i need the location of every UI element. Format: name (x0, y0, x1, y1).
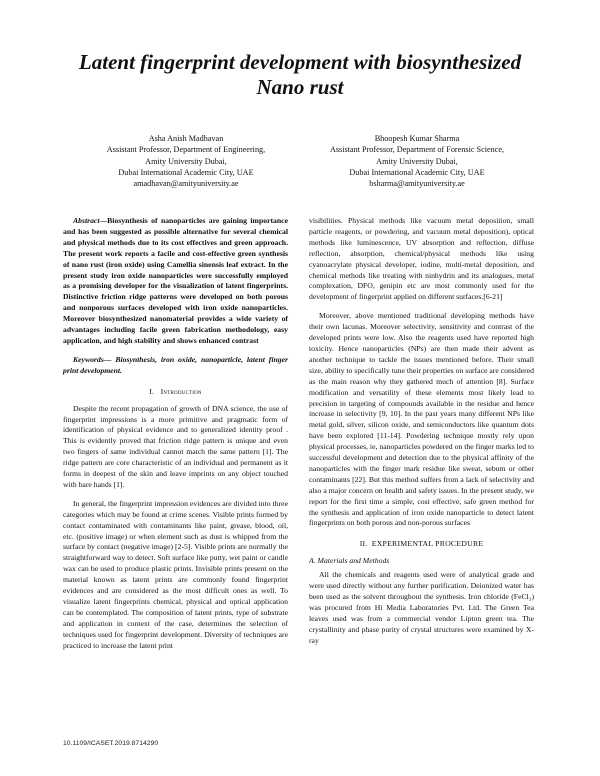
section-heading-introduction (63, 387, 288, 398)
abstract-text: —Biosynthesis of nanoparticles are gaining importance and has been suggested as possible alternative for several chemical and physical methods due to its cost effectives and green approach. The present work reports a facile and cost-effective green synthesis of nano rust (iron oxide) using Camellia sinensis leaf extract. In the present study iron oxide nanoparticles were successfully employed as a promising developer for the visualization of latent fingerprints. Distinctive friction ridge patterns were developed on both porous and nonporous surfaces developed with iron oxide nanoparticles. Moreover biosynthesized nanomaterial provides a wide variety of advantages including facile green fabrication methodology, easy application, and high stability and shows enhanced contrast (63, 216, 288, 345)
body-paragraph: visibilities. Physical methods like vacuum metal deposition, small particle reagents, or powdering, and vacuum metal deposition), optical methods like luminescence, UV absorption and reflection, diffuse reflection, absorption, chemical/physical methods like using cyanoacrylate physical developer, iodine, multi-metal deposition, and chemical methods like treating with ninhydrin and its analogues, metal complexation, DFO, genipin etc are most commonly used for the development of fingerprint applied on different surfaces.[6-21] (309, 216, 534, 302)
section-title: EXPERIMENTAL PROCEDURE (371, 539, 484, 549)
author-name: Bhoopesh Kumar Sharma (374, 134, 460, 143)
keywords-label: Keywords (73, 354, 104, 364)
author-position: Assistant Professor, Department of Forensic Science, (329, 145, 505, 155)
author-block-2 (302, 133, 532, 189)
subsection-heading: A. Materials and Methods (309, 556, 390, 566)
author-address: Dubai International Academic City, UAE (118, 167, 254, 177)
section-number: II. (359, 539, 368, 549)
abstract (63, 216, 288, 347)
keywords (63, 355, 288, 377)
section-heading-experimental (309, 539, 534, 550)
author-organization: Amity University Dubai, (376, 156, 458, 166)
paper-title-line-1: Latent fingerprint development with biosynthesized (78, 50, 522, 74)
author-name: Asha Anish Madhavan (148, 134, 224, 143)
section-title: Introduction (160, 386, 202, 396)
author-email: amadhavan@amityuniversity.ae (133, 179, 239, 189)
doi-footer: 10.1109/ICASET.2019.8714290 (63, 740, 159, 747)
section-number: I. (149, 386, 155, 396)
paper-title (40, 50, 560, 100)
body-paragraph: Despite the recent propagation of growth of DNA science, the use of fingerprint impressions is a more primitive and pragmatic form of identification of physical evidence and to generalized identity proof . This is evidently proved that friction ridge pattern is unique and even two fingers of same individual cannot match the same pattern [1]. The ridge pattern are core characteristic of an individual and permanent as it forms in deepest of the skin and leave imprints on any object touched with bare hands [1]. (63, 403, 288, 489)
abstract-label: Abstract (73, 216, 100, 225)
author-organization: Amity University Dubai, (145, 156, 227, 166)
paper-title-line-2: Nano rust (256, 75, 344, 99)
author-block-1 (71, 133, 301, 189)
left-column (63, 216, 288, 652)
author-email: bsharma@amityuniversity.ae (369, 179, 465, 189)
body-paragraph: In general, the fingerprint impression evidences are divided into three categories which may be found at crime scenes. Visible prints formed by contact contaminated with contaminants like paint, grease, blood, oil, etc. (positive image) or when element such as dust is whipped from the surface by contact (negative image) [2-5]. Visible prints are normally the straightforward way to detect. Soft surface like putty, wet paint or candle wax can be used to produce plastic prints. Invisible prints present on the material known as latent prints are commonly found fingerprint evidences and are considered as the most difficult ones as well. To visualize latent fingerprints chemical, physical and optical application can be contemplated. The composition of latent prints, type of substrate and application in context of the case, determines the selection of techniques used for fingerprint development. Diversity of techniques are practiced to increase the latent print (63, 498, 288, 650)
body-paragraph: Moreover, above mentioned traditional developing methods have their own lacunas. Moreover selectivity, sensitivity and contrast of the developed prints were low. Also the reagents used have reported high toxicity. Hence nanoparticles (NPs) are then made their advent as another technique to tackle the issues mentioned before. Their small size, ability to specifically tune their properties on surface are considered as the main reason why they gathered much of attention [8]. Surface modification and versatility of these elements most likely lead to precision in targeting of compounds available in the residue and hence increase in selectivity [9, 10]. In the past years many different NPs like metal gold, silver, silicon oxide, and semiconductors like quantum dots have been explored [11-14]. Powdering technique mostly rely upon physical processes, ie, nanoparticles powdered on the finger marks led to successful development and detection due to the physical affinity of the nanoparticles with the finger mark residue like sweat, sebum or other contaminants [22]. But this method suffers from a lack of selectivity and also a major concern on health and safety issues. In the present study, we report for the first time a simple, cost effective, safe green method for the synthesis and application of iron oxide nanoparticle to detect latent fingerprints on both porous and non-porous surfaces (309, 311, 534, 528)
author-position: Assistant Professor, Department of Engineering, (106, 145, 266, 155)
keywords-text: — Biosynthesis, iron oxide, nanoparticle, latent finger print development. (63, 354, 288, 375)
right-column (309, 216, 534, 647)
author-address: Dubai International Academic City, UAE (349, 167, 485, 177)
body-paragraph: All the chemicals and reagents used were of analytical grade and were used directly without any further purification. Deionized water has been used as the solvent throughout the synthesis. Iron chloride (FeCl₃) was procured from Hi Media Laboratories Pvt. Ltd. The Green Tea leaves used was from a commercial vendor Lipton green tea. The crystallinity and phase purity of crystal structures were examined by X-ray (309, 570, 534, 645)
